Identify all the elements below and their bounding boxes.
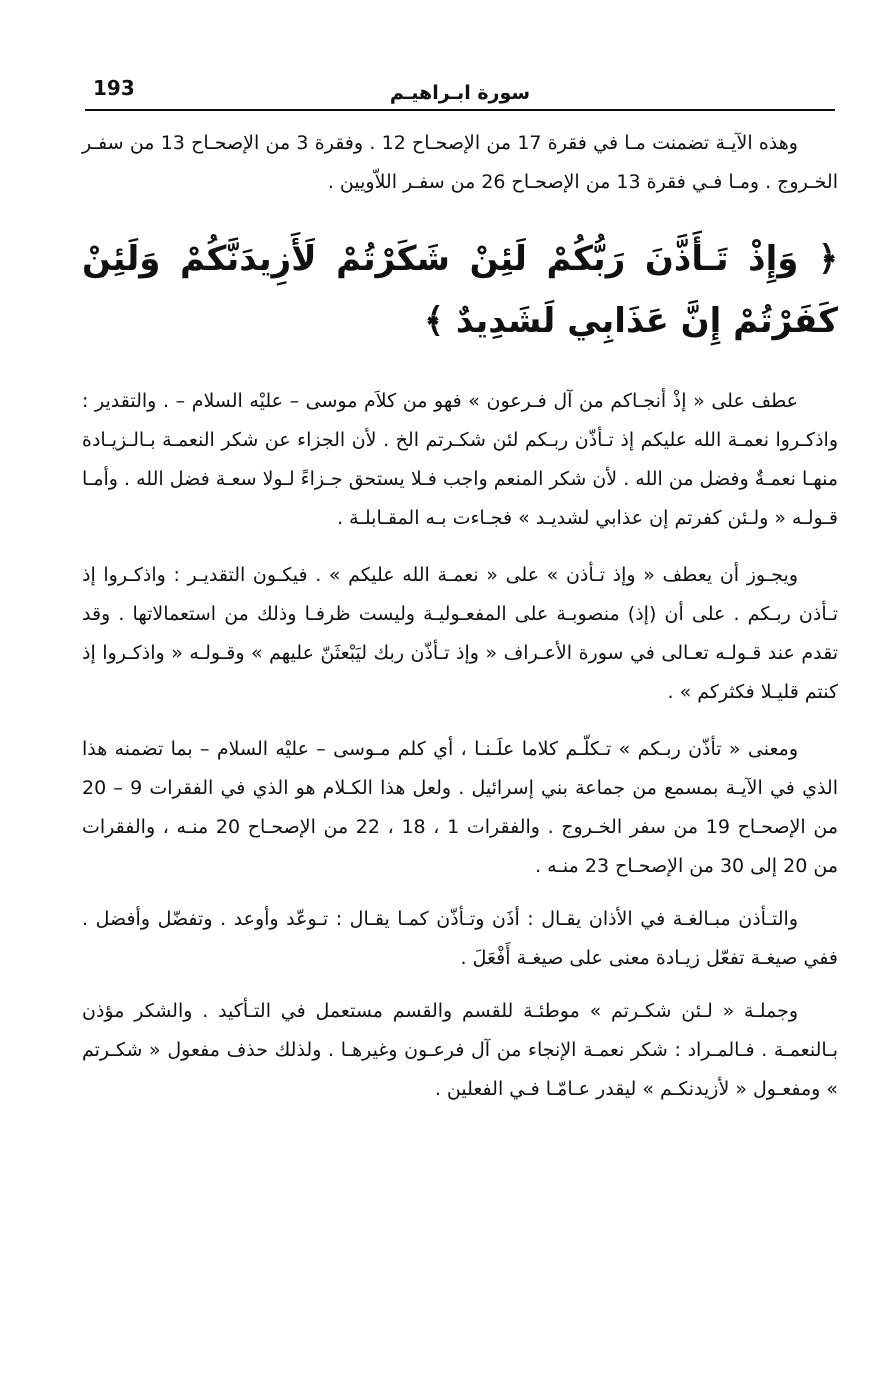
running-title: سورة ابـراهيـم — [389, 82, 531, 104]
page-number: 193 — [93, 76, 135, 100]
quran-verse: ﴿ وَإِذْ تَـأَذَّنَ رَبُّكُمْ لَئِنْ شَكَرْتُمْ لَأَزِيدَنَّكُمْ وَلَئِنْ كَفَرْتُمْ إِنَّ عَذَابِي لَشَدِيدٌ ﴾ — [82, 239, 838, 341]
page-header — [85, 72, 835, 112]
paragraph-intro: وهذه الآيـة تضمنت مـا في فقرة 17 من الإصحـاح 12 . وفقرة 3 من الإصحـاح 13 من سفـر الخـروج . ومـا فـي فقرة 13 من الإصحـاح 26 من سفـر اللاّويين . — [82, 132, 838, 193]
paragraph-commentary-2: ويجـوز أن يعطف « وإذ تـأذن » على « نعمـة الله عليكم » . فيكـون التقديـر : واذكـروا إذ تـأذن ربـكم . على أن (إذ) منصوبـة على المفعـوليـة وليست ظرفـا وذلك من استعمالاتها . وقد تقدم عند قـولـه تعـالى في سورة الأعـراف « وإذ تـأذّن ربك ليَبْعثَنّ عليهم » وقـولـه « واذكـروا إذ كنتم قليـلا فكثركم » . — [82, 564, 838, 703]
paragraph-commentary-1: عطف على « إذْ أنجـاكم من آل فـرعون » فهو من كلاَم موسى – عليْه السلام – . والتقدير : واذكـروا نعمـة الله عليكم إذ تـأذّن ربـكم لئن شكـرتم الخ . لأن الجزاء عن شكر النعمـة بـالـزيـادة منهـا نعمـةٌ وفضل من الله . لأن شكر المنعم واجب فـلا يستحق جـزاءً لـولا سعـة فضل الله . وأمـا قـولـه « ولـئن كفرتم إن عذابي لشديـد » فجـاءت بـه المقـابلـة . — [82, 390, 838, 529]
paragraph-commentary-3: ومعنى « تأذّن ربـكم » تـكلّـم كلاما علَـنـا ، أي كلم مـوسى – عليْه السلام – بما تضمنه هذا الذي في الآيـة بمسمع من جماعة بني إسرائيل . ولعل هذا الكـلام هو الذي في الفقرات 9 – 20 من الإصحـاح 19 من سفر الخـروج . والفقرات 1 ، 18 ، 22 من الإصحـاح 20 منـه ، والفقرات من 20 إلى 30 من الإصحـاح 23 منـه . — [82, 738, 839, 877]
paragraph-commentary-4: والتـأذن مبـالغـة في الأذان يقـال : أذَن وتـأذّن كمـا يقـال : تـوعّد وأوعد . وتفضّل وأفضل . ففي صيغـة تفعّل زيـادة معنى على صيغـة أَفْعَلَ . — [82, 908, 838, 969]
header-rule — [85, 109, 835, 111]
paragraph-commentary-5: وجملـة « لـئن شكـرتم » موطئـة للقسم والقسم مستعمل في التـأكيد . والشكر مؤذن بـالنعمـة . فـالمـراد : شكر نعمـة الإنجاء من آل فرعـون وغيرهـا . ولذلك حذف مفعول « شكـرتم » ومفعـول « لأزيدنكـم » ليقدر عـامّـا فـي الفعلين . — [82, 1000, 838, 1100]
page-body — [82, 124, 838, 1109]
